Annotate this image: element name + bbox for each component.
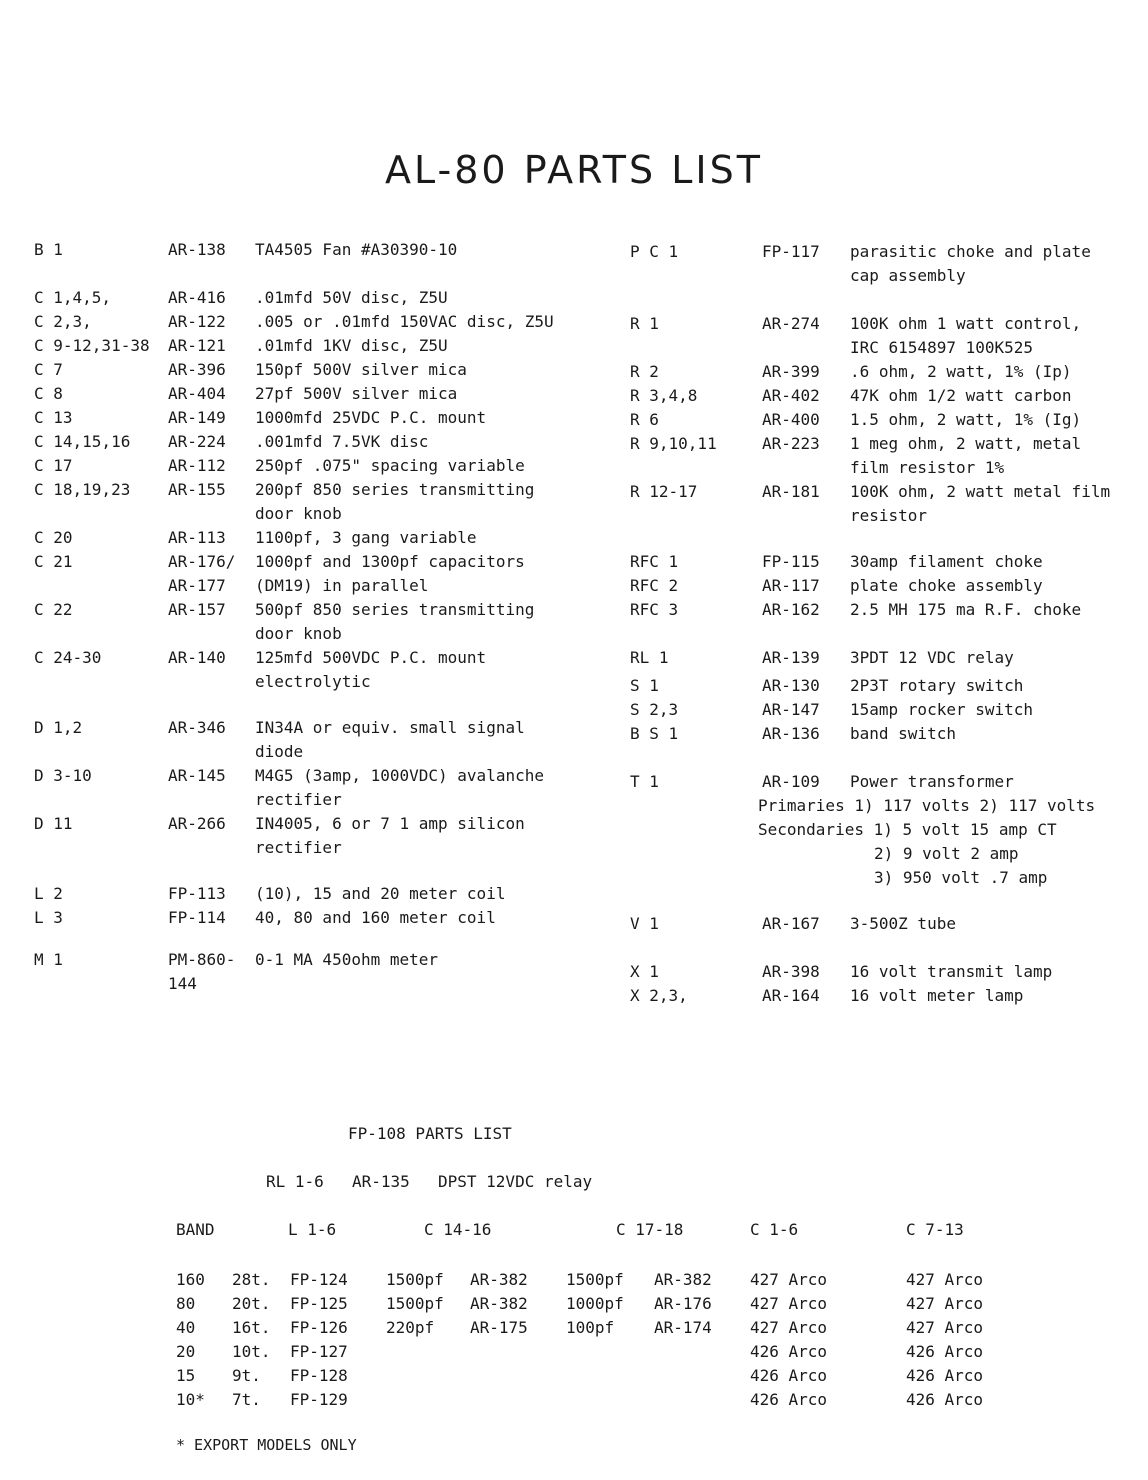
right-desc: 16 volt transmit lamp <box>850 962 1053 981</box>
header-band: BAND <box>176 1220 215 1239</box>
left-part: AR-149 <box>168 408 226 427</box>
band-row-c17p: AR-382 <box>654 1270 712 1289</box>
right-desc: cap assembly <box>850 266 966 285</box>
left-ref: B 1 <box>34 240 63 259</box>
left-ref: C 7 <box>34 360 63 379</box>
band-row-c1: 427 Arco <box>750 1294 828 1313</box>
right-desc: 2P3T rotary switch <box>850 676 1024 695</box>
right-desc: 1 meg ohm, 2 watt, metal <box>850 434 1082 453</box>
left-desc: 200pf 850 series transmitting <box>255 480 535 499</box>
band-row-turns: 16t. <box>232 1318 271 1337</box>
band-row-c17p: AR-176 <box>654 1294 712 1313</box>
header-c1: C 1-6 <box>750 1220 799 1239</box>
left-desc: (10), 15 and 20 meter coil <box>255 884 506 903</box>
right-desc: band switch <box>850 724 956 743</box>
band-row-coil: FP-127 <box>290 1342 348 1361</box>
band-row-turns: 7t. <box>232 1390 261 1409</box>
band-row-c1: 426 Arco <box>750 1390 828 1409</box>
left-desc: IN4005, 6 or 7 1 amp silicon <box>255 814 525 833</box>
header-c14: C 14-16 <box>424 1220 492 1239</box>
left-ref: M 1 <box>34 950 63 969</box>
left-desc: .01mfd 50V disc, Z5U <box>255 288 448 307</box>
right-part: AR-147 <box>762 700 820 719</box>
right-desc: 3) 950 volt .7 amp <box>874 868 1048 887</box>
right-part: AR-109 <box>762 772 820 791</box>
band-row-coil: FP-129 <box>290 1390 348 1409</box>
right-desc: Primaries 1) 117 volts 2) 117 volts <box>758 796 1096 815</box>
fp108-relay-ref: RL 1-6 <box>266 1172 324 1191</box>
left-part: AR-145 <box>168 766 226 785</box>
right-ref: RL 1 <box>630 648 669 667</box>
right-part: AR-117 <box>762 576 820 595</box>
left-part: AR-140 <box>168 648 226 667</box>
left-part: AR-176/ <box>168 552 236 571</box>
right-desc: 1.5 ohm, 2 watt, 1% (Ig) <box>850 410 1082 429</box>
right-desc: 100K ohm, 2 watt metal film <box>850 482 1111 501</box>
band-row-c1: 427 Arco <box>750 1270 828 1289</box>
fp108-title: FP-108 PARTS LIST <box>348 1124 512 1143</box>
left-ref: C 18,19,23 <box>34 480 131 499</box>
left-desc: TA4505 Fan #A30390-10 <box>255 240 458 259</box>
left-part: 144 <box>168 974 197 993</box>
left-part: AR-138 <box>168 240 226 259</box>
band-row-band: 15 <box>176 1366 196 1385</box>
band-row-c17v: 100pf <box>566 1318 615 1337</box>
left-ref: C 8 <box>34 384 63 403</box>
left-ref: D 3-10 <box>34 766 92 785</box>
right-ref: P C 1 <box>630 242 679 261</box>
band-row-c17p: AR-174 <box>654 1318 712 1337</box>
left-part: AR-155 <box>168 480 226 499</box>
band-row-c14p: AR-175 <box>470 1318 528 1337</box>
right-part: AR-400 <box>762 410 820 429</box>
left-desc: (DM19) in parallel <box>255 576 429 595</box>
band-row-c14v: 220pf <box>386 1318 435 1337</box>
left-desc: 150pf 500V silver mica <box>255 360 467 379</box>
left-desc: rectifier <box>255 838 342 857</box>
left-desc: IN34A or equiv. small signal <box>255 718 525 737</box>
left-desc: 250pf .075" spacing variable <box>255 456 525 475</box>
band-row-turns: 28t. <box>232 1270 271 1289</box>
right-ref: RFC 1 <box>630 552 679 571</box>
right-part: FP-117 <box>762 242 820 261</box>
left-desc: door knob <box>255 504 342 523</box>
left-desc: 1000pf and 1300pf capacitors <box>255 552 525 571</box>
right-ref: R 12-17 <box>630 482 698 501</box>
left-part: AR-224 <box>168 432 226 451</box>
header-l: L 1-6 <box>288 1220 337 1239</box>
right-part: AR-136 <box>762 724 820 743</box>
left-part: AR-121 <box>168 336 226 355</box>
right-part: AR-164 <box>762 986 820 1005</box>
right-part: AR-167 <box>762 914 820 933</box>
right-ref: S 2,3 <box>630 700 679 719</box>
band-row-c14p: AR-382 <box>470 1270 528 1289</box>
right-ref: X 1 <box>630 962 659 981</box>
right-desc: .6 ohm, 2 watt, 1% (Ip) <box>850 362 1072 381</box>
left-desc: rectifier <box>255 790 342 809</box>
right-desc: 2.5 MH 175 ma R.F. choke <box>850 600 1082 619</box>
left-ref: C 20 <box>34 528 73 547</box>
band-row-c14v: 1500pf <box>386 1270 444 1289</box>
right-desc: parasitic choke and plate <box>850 242 1091 261</box>
right-ref: R 3,4,8 <box>630 386 698 405</box>
left-ref: C 14,15,16 <box>34 432 131 451</box>
band-row-c7: 426 Arco <box>906 1366 984 1385</box>
band-row-c7: 426 Arco <box>906 1342 984 1361</box>
band-row-band: 20 <box>176 1342 196 1361</box>
left-part: AR-396 <box>168 360 226 379</box>
right-part: AR-398 <box>762 962 820 981</box>
right-part: AR-162 <box>762 600 820 619</box>
band-row-c1: 426 Arco <box>750 1342 828 1361</box>
left-part: AR-404 <box>168 384 226 403</box>
footnote: * EXPORT MODELS ONLY <box>176 1436 357 1454</box>
right-ref: B S 1 <box>630 724 679 743</box>
right-part: AR-223 <box>762 434 820 453</box>
band-row-c7: 426 Arco <box>906 1390 984 1409</box>
right-part: FP-115 <box>762 552 820 571</box>
band-row-coil: FP-126 <box>290 1318 348 1337</box>
right-part: AR-181 <box>762 482 820 501</box>
right-ref: T 1 <box>630 772 659 791</box>
left-ref: D 1,2 <box>34 718 83 737</box>
band-row-turns: 10t. <box>232 1342 271 1361</box>
left-desc: .001mfd 7.5VK disc <box>255 432 429 451</box>
right-ref: R 6 <box>630 410 659 429</box>
band-row-c7: 427 Arco <box>906 1318 984 1337</box>
right-ref: S 1 <box>630 676 659 695</box>
right-part: AR-402 <box>762 386 820 405</box>
right-part: AR-399 <box>762 362 820 381</box>
left-ref: L 2 <box>34 884 63 903</box>
left-desc: electrolytic <box>255 672 371 691</box>
left-part: AR-177 <box>168 576 226 595</box>
right-ref: RFC 3 <box>630 600 679 619</box>
right-desc: 3PDT 12 VDC relay <box>850 648 1014 667</box>
right-part: AR-274 <box>762 314 820 333</box>
left-part: AR-266 <box>168 814 226 833</box>
left-desc: 500pf 850 series transmitting <box>255 600 535 619</box>
page-title: AL-80 PARTS LIST <box>385 148 763 192</box>
right-ref: R 2 <box>630 362 659 381</box>
band-row-c17v: 1500pf <box>566 1270 624 1289</box>
right-ref: R 1 <box>630 314 659 333</box>
right-desc: Power transformer <box>850 772 1014 791</box>
band-row-c7: 427 Arco <box>906 1294 984 1313</box>
left-ref: C 22 <box>34 600 73 619</box>
left-desc: 1000mfd 25VDC P.C. mount <box>255 408 487 427</box>
left-desc: door knob <box>255 624 342 643</box>
right-desc: 16 volt meter lamp <box>850 986 1024 1005</box>
right-desc: 100K ohm 1 watt control, <box>850 314 1082 333</box>
right-part: AR-139 <box>762 648 820 667</box>
band-row-band: 160 <box>176 1270 205 1289</box>
left-desc: 40, 80 and 160 meter coil <box>255 908 496 927</box>
left-part: AR-346 <box>168 718 226 737</box>
right-desc: resistor <box>850 506 928 525</box>
band-row-coil: FP-128 <box>290 1366 348 1385</box>
header-c7: C 7-13 <box>906 1220 964 1239</box>
right-ref: V 1 <box>630 914 659 933</box>
right-desc: 2) 9 volt 2 amp <box>874 844 1019 863</box>
right-desc: 3-500Z tube <box>850 914 956 933</box>
left-part: AR-113 <box>168 528 226 547</box>
left-part: AR-416 <box>168 288 226 307</box>
right-ref: R 9,10,11 <box>630 434 717 453</box>
right-desc: Secondaries 1) 5 volt 15 amp CT <box>758 820 1057 839</box>
left-part: FP-113 <box>168 884 226 903</box>
band-row-coil: FP-124 <box>290 1270 348 1289</box>
left-part: PM-860- <box>168 950 236 969</box>
left-desc: .005 or .01mfd 150VAC disc, Z5U <box>255 312 554 331</box>
left-desc: 27pf 500V silver mica <box>255 384 458 403</box>
fp108-relay-part: AR-135 <box>352 1172 410 1191</box>
right-desc: 30amp filament choke <box>850 552 1043 571</box>
right-part: AR-130 <box>762 676 820 695</box>
left-part: AR-122 <box>168 312 226 331</box>
left-ref: C 9-12,31-38 <box>34 336 150 355</box>
band-row-band: 10* <box>176 1390 205 1409</box>
fp108-relay-desc: DPST 12VDC relay <box>438 1172 593 1191</box>
left-ref: C 24-30 <box>34 648 102 667</box>
left-part: FP-114 <box>168 908 226 927</box>
left-part: AR-112 <box>168 456 226 475</box>
right-desc: IRC 6154897 100K525 <box>850 338 1034 357</box>
right-desc: film resistor 1% <box>850 458 1005 477</box>
left-desc: diode <box>255 742 304 761</box>
band-row-band: 80 <box>176 1294 196 1313</box>
left-ref: C 1,4,5, <box>34 288 112 307</box>
left-ref: L 3 <box>34 908 63 927</box>
band-row-turns: 20t. <box>232 1294 271 1313</box>
band-row-c14v: 1500pf <box>386 1294 444 1313</box>
left-desc: 125mfd 500VDC P.C. mount <box>255 648 487 667</box>
band-row-c7: 427 Arco <box>906 1270 984 1289</box>
left-desc: 1100pf, 3 gang variable <box>255 528 477 547</box>
left-desc: M4G5 (3amp, 1000VDC) avalanche <box>255 766 544 785</box>
left-part: AR-157 <box>168 600 226 619</box>
band-row-band: 40 <box>176 1318 196 1337</box>
right-ref: RFC 2 <box>630 576 679 595</box>
left-ref: C 13 <box>34 408 73 427</box>
right-desc: 15amp rocker switch <box>850 700 1034 719</box>
band-row-coil: FP-125 <box>290 1294 348 1313</box>
left-desc: 0-1 MA 450ohm meter <box>255 950 439 969</box>
left-ref: C 21 <box>34 552 73 571</box>
left-ref: C 2,3, <box>34 312 92 331</box>
band-row-turns: 9t. <box>232 1366 261 1385</box>
right-desc: plate choke assembly <box>850 576 1043 595</box>
right-ref: X 2,3, <box>630 986 688 1005</box>
band-row-c17v: 1000pf <box>566 1294 624 1313</box>
band-row-c1: 427 Arco <box>750 1318 828 1337</box>
band-row-c1: 426 Arco <box>750 1366 828 1385</box>
left-desc: .01mfd 1KV disc, Z5U <box>255 336 448 355</box>
right-desc: 47K ohm 1/2 watt carbon <box>850 386 1072 405</box>
left-ref: C 17 <box>34 456 73 475</box>
band-row-c14p: AR-382 <box>470 1294 528 1313</box>
header-c17: C 17-18 <box>616 1220 684 1239</box>
left-ref: D 11 <box>34 814 73 833</box>
